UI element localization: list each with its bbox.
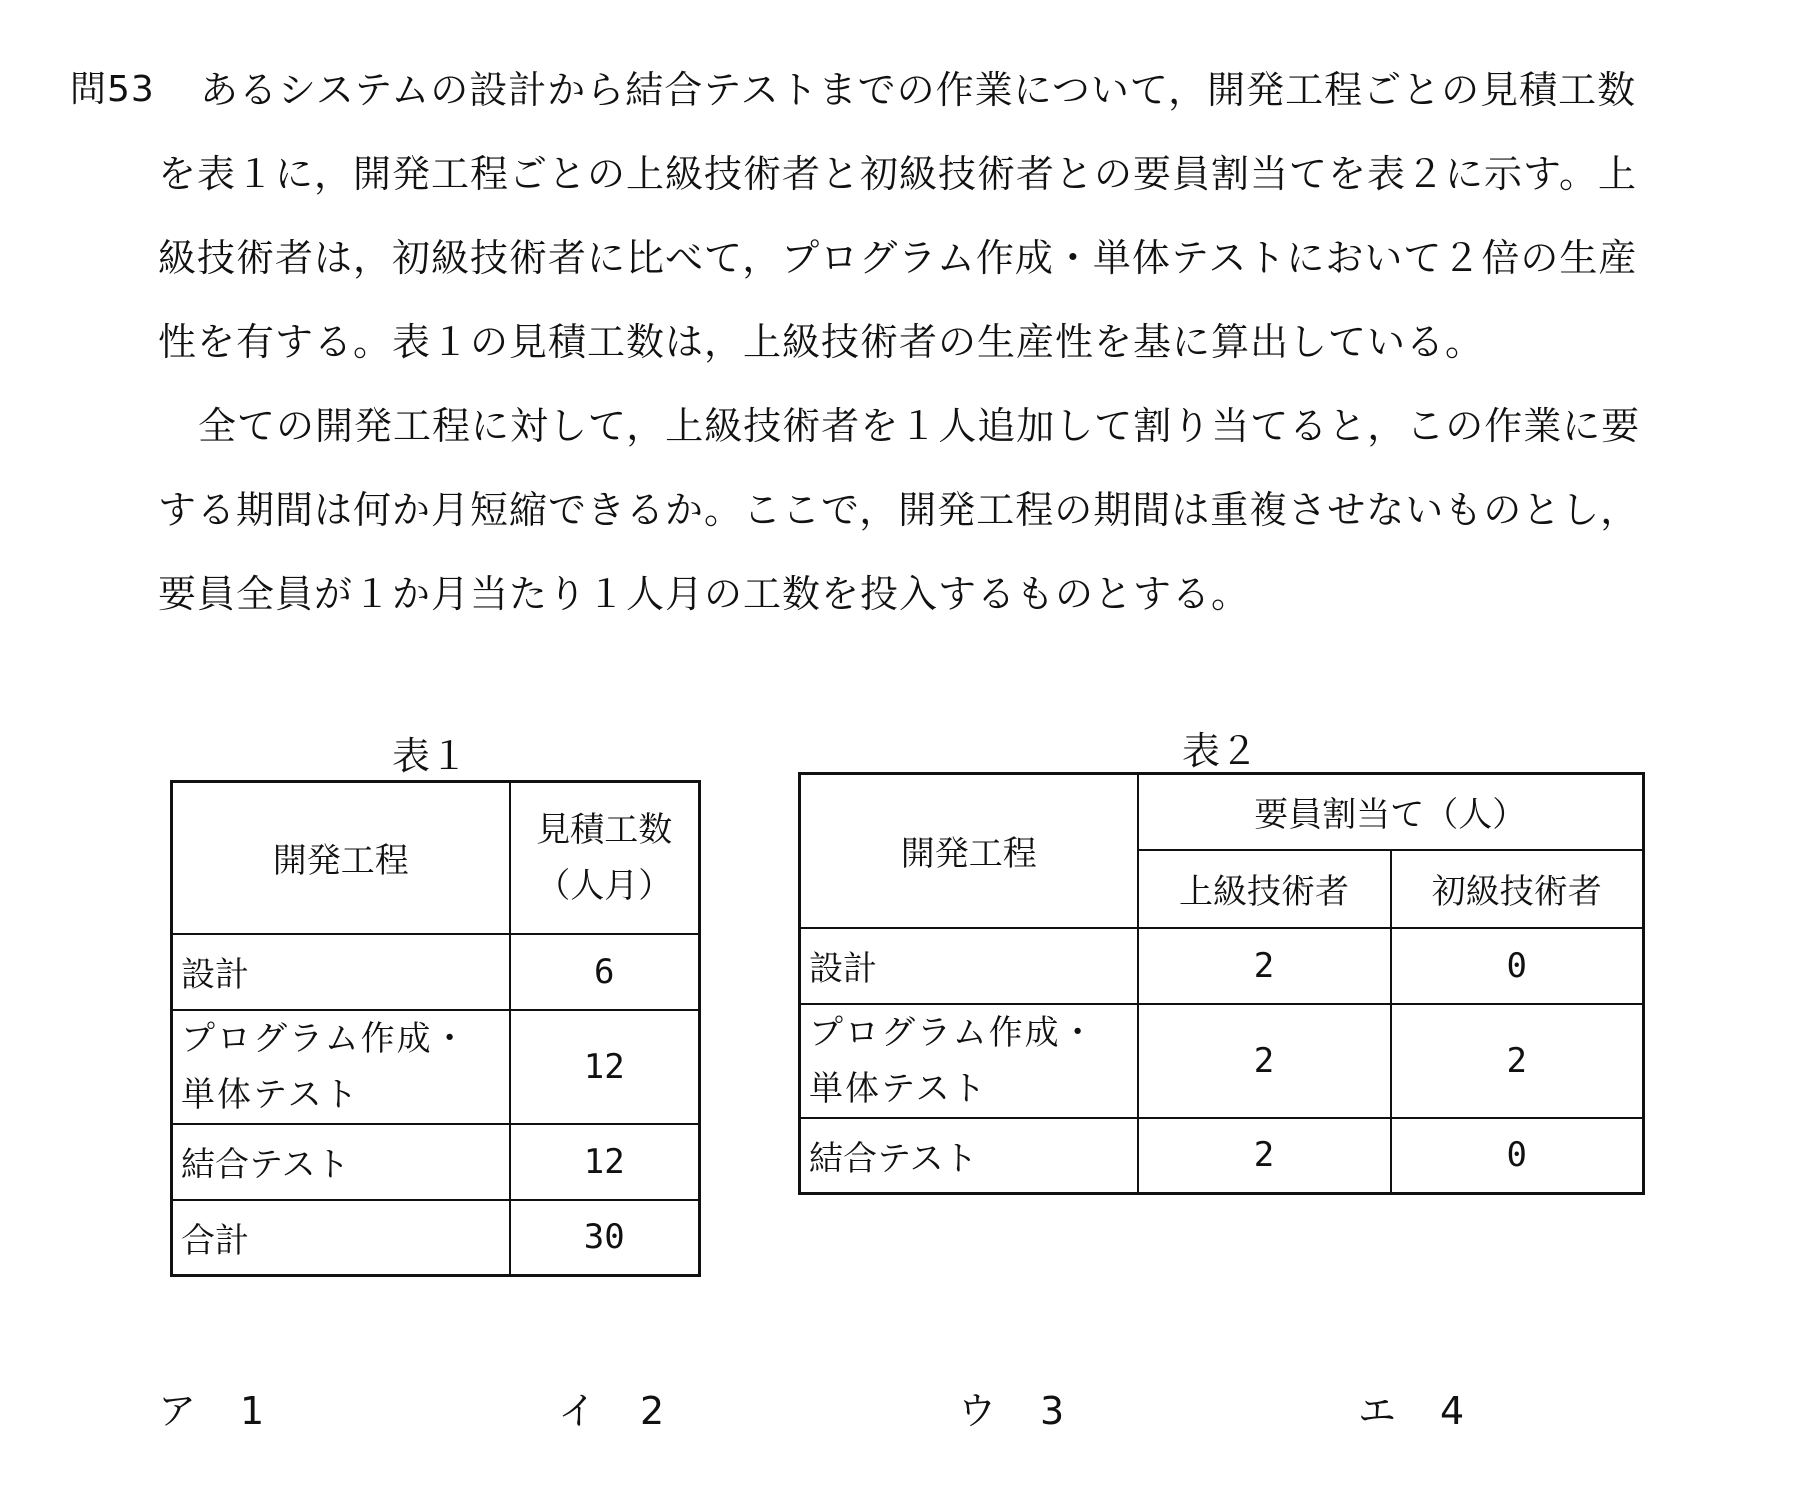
table2-header-junior: 初級技術者 [1391, 850, 1644, 928]
choice-value: 1 [240, 1389, 265, 1433]
table1-total-value: 30 [510, 1200, 700, 1276]
table-row [800, 1004, 1644, 1118]
question-text: 級技術者は，初級技術者に比べて，プログラム作成・単体テストにおいて２倍の生産 [158, 236, 1638, 280]
table-row [800, 1118, 1644, 1194]
table1-total-label: 合計 [172, 1200, 510, 1276]
table2-senior-cell: 2 [1138, 928, 1391, 1004]
table2-caption: 表２ [1181, 729, 1258, 773]
table-header-row [800, 774, 1644, 850]
table1-effort-cell: 12 [510, 1010, 700, 1124]
table-row [172, 1010, 700, 1124]
table1-effort-cell: 6 [510, 934, 700, 1010]
table2-process-line2: 単体テスト [809, 1068, 988, 1109]
table-row [172, 1124, 700, 1200]
choice-i[interactable] [558, 1380, 664, 1435]
question-number: 問53 [70, 69, 155, 110]
choice-value: 4 [1440, 1389, 1465, 1433]
choice-label: ウ [958, 1389, 997, 1433]
table1-effort-cell: 12 [510, 1124, 700, 1200]
table2-process-cell [800, 1004, 1138, 1118]
choice-a[interactable] [158, 1380, 264, 1435]
choice-value: 3 [1040, 1389, 1065, 1433]
table2-header-senior: 上級技術者 [1138, 850, 1391, 928]
choice-e[interactable] [1358, 1380, 1464, 1435]
choice-u[interactable] [958, 1380, 1064, 1435]
table-row [172, 934, 700, 1010]
question-text: 要員全員が１か月当たり１人月の工数を投入するものとする。 [158, 572, 1251, 616]
question-text: 全ての開発工程に対して，上級技術者を１人追加して割り当てると，この作業に要 [198, 404, 1641, 448]
table2-process-cell: 結合テスト [800, 1118, 1138, 1194]
table2-junior-cell: 2 [1391, 1004, 1644, 1118]
table2 [798, 772, 1645, 1195]
table2-process-cell: 設計 [800, 928, 1138, 1004]
table1-process-cell: 結合テスト [172, 1124, 510, 1200]
table1-header-effort-line1: 見積工数 [536, 809, 673, 850]
question-text: を表１に，開発工程ごとの上級技術者と初級技術者との要員割当てを表２に示す。上 [158, 152, 1637, 196]
table2-junior-cell: 0 [1391, 1118, 1644, 1194]
table-total-row [172, 1200, 700, 1276]
answer-choices [0, 1380, 1820, 1450]
table1-header-process: 開発工程 [172, 782, 510, 934]
question-block [70, 48, 1770, 636]
table2-senior-cell: 2 [1138, 1118, 1391, 1194]
table-row [800, 928, 1644, 1004]
table2-process-line1: プログラム作成・ [809, 1012, 1097, 1053]
table1-process-cell: 設計 [172, 934, 510, 1010]
choice-label: ア [158, 1389, 197, 1433]
table2-header-allocation: 要員割当て（人） [1138, 774, 1644, 850]
table1-header-effort [510, 782, 700, 934]
table1-process-line2: 単体テスト [181, 1074, 360, 1115]
table2-header-process: 開発工程 [800, 774, 1138, 928]
question-text: 性を有する。表１の見積工数は，上級技術者の生産性を基に算出している。 [158, 320, 1485, 364]
question-line [70, 48, 1770, 132]
table1-process-line1: プログラム作成・ [181, 1018, 469, 1059]
choice-label: エ [1358, 1389, 1397, 1433]
table2-senior-cell: 2 [1138, 1004, 1391, 1118]
table2-junior-cell: 0 [1391, 928, 1644, 1004]
question-text: する期間は何か月短縮できるか。ここで，開発工程の期間は重複させないものとし， [158, 488, 1640, 532]
table1-process-cell [172, 1010, 510, 1124]
table-header-row [172, 782, 700, 934]
choice-label: イ [558, 1389, 597, 1433]
choice-value: 2 [640, 1389, 665, 1433]
table1-header-effort-line2: （人月） [536, 865, 673, 906]
question-text: あるシステムの設計から結合テストまでの作業について，開発工程ごとの見積工数 [200, 68, 1637, 112]
table1-caption: 表１ [391, 734, 468, 778]
table1 [170, 780, 701, 1277]
